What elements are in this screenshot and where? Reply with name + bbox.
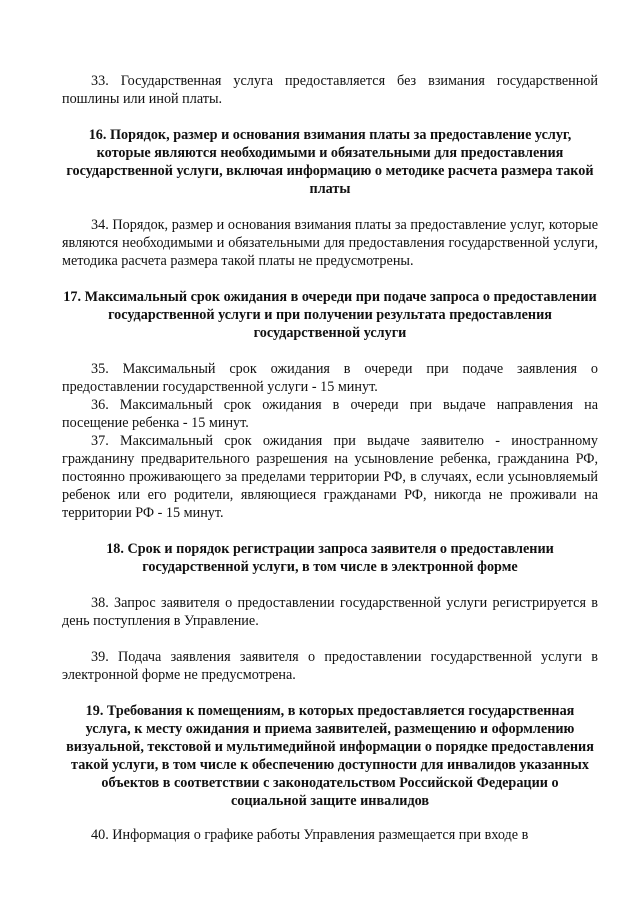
paragraph-33: 33. Государственная услуга предоставляется без взимания государственной пошлины или иной платы. (62, 73, 598, 107)
section-heading-16: 16. Порядок, размер и основания взимания платы за предоставление услуг, которые являются необходимыми и обязательными для предоставления государственной услуги, включая информацию о методике расчета размера такой платы (66, 127, 594, 197)
paragraph-34: 34. Порядок, размер и основания взимания платы за предоставление услуг, которые являются необходимыми и обязательными для предоставления государственной услуги, методика расчета размера такой платы не предусмотрены. (62, 217, 598, 269)
paragraph-35: 35. Максимальный срок ожидания в очереди при подаче заявления о предоставлении государственной услуги - 15 минут. (62, 361, 598, 395)
paragraph-38: 38. Запрос заявителя о предоставлении государственной услуги регистрируется в день поступления в Управление. (62, 595, 598, 629)
paragraph-39: 39. Подача заявления заявителя о предоставлении государственной услуги в электронной форме не предусмотрена. (62, 649, 598, 683)
section-heading-18: 18. Срок и порядок регистрации запроса заявителя о предоставлении государственной услуги, в том числе в электронной форме (106, 541, 554, 575)
paragraph-40: 40. Информация о графике работы Управления размещается при входе в (91, 827, 529, 843)
paragraph-36: 36. Максимальный срок ожидания в очереди при выдаче направления на посещение ребенка - 15 минут. (62, 397, 598, 431)
section-heading-17: 17. Максимальный срок ожидания в очереди при подаче запроса о предоставлении государственной услуги и при получении результата предоставления государственной услуги (63, 289, 597, 341)
section-heading-19: 19. Требования к помещениям, в которых предоставляется государственная услуга, к месту ожидания и приема заявителей, размещению и оформлению визуальной, текстовой и мультимедийной информации о порядке предоставления такой услуги, в том числе к обеспечению доступности для инвалидов указанных объектов в соответствии с законодательством Российской Федерации о социальной защите инвалидов (66, 703, 594, 809)
paragraph-37: 37. Максимальный срок ожидания при выдаче заявителю - иностранному гражданину предварительного разрешения на усыновление ребенка, гражданина РФ, постоянно проживающего за пределами территории РФ, в случаях, если усыновляемый ребенок или его родители, являющиеся гражданами РФ, никогда не проживали на территории РФ - 15 минут. (62, 433, 598, 521)
